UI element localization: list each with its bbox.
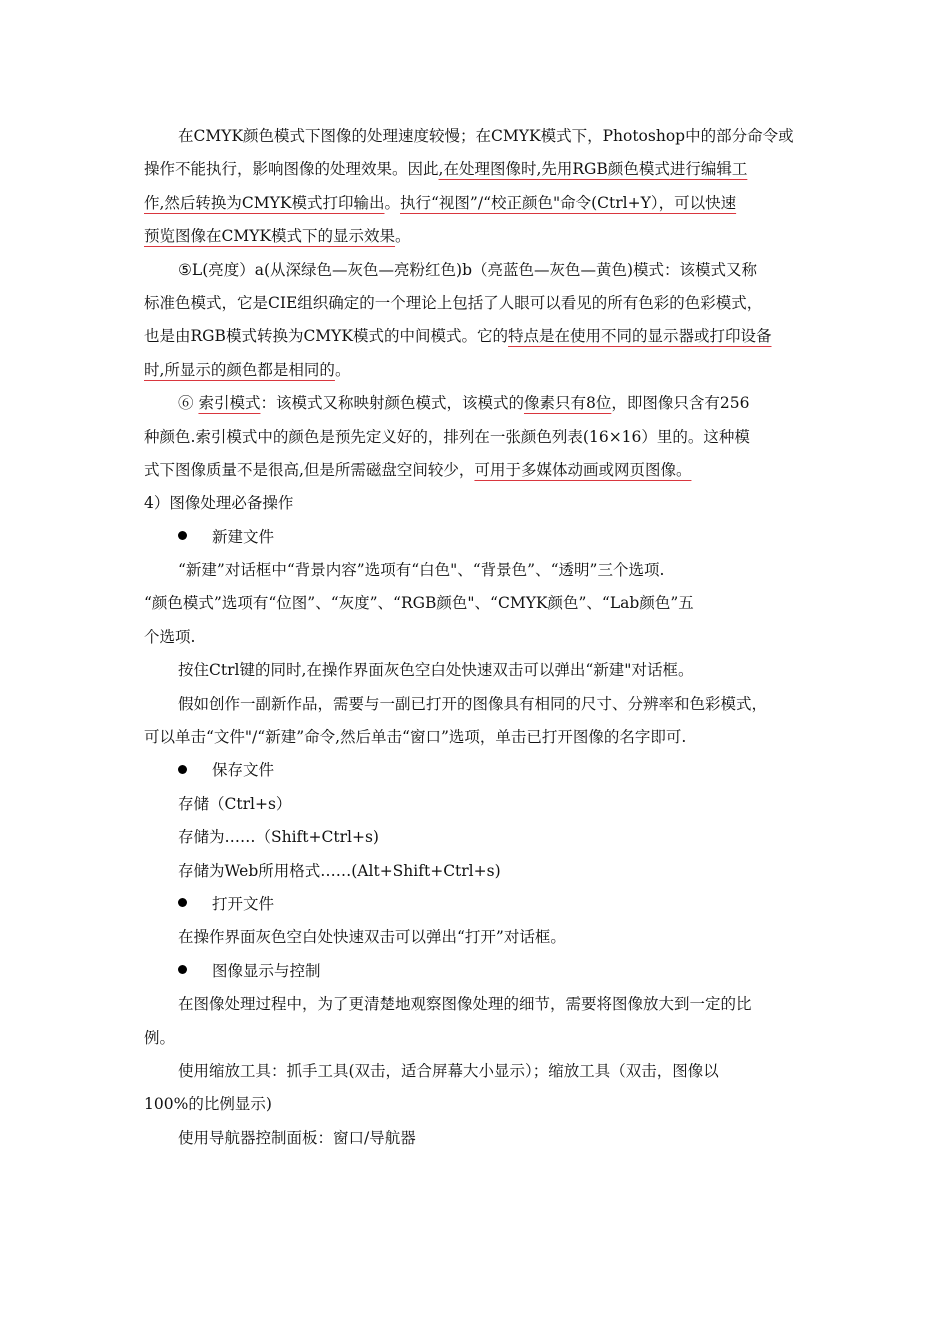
p3-line-1: ⑥ 索引模式：该模式又称映射颜色模式，该模式的像素只有8位，即图像只含有256	[178, 394, 750, 413]
p1-line-3: 作,然后转换为CMYK模式打印输出。执行“视图”/“校正颜色"命令(Ctrl+Y），可以快速	[144, 193, 737, 212]
p1-line-1: 在CMYK颜色模式下图像的处理速度较慢；在CMYK模式下，Photoshop中的部分命令或	[178, 127, 794, 145]
p2-line-2: 标准色模式，它是CIE组织确定的一个理论上包括了人眼可以看见的所有色彩的色彩模式，	[144, 293, 763, 312]
bullet-display: 图像显示与控制	[144, 955, 814, 988]
p-new-line-1: “新建”对话框中“背景内容”选项有“白色"、“背景色”、“透明”三个选项.	[178, 561, 665, 580]
p-nav: 使用导航器控制面板：窗口/导航器	[178, 1128, 416, 1147]
bullet-icon	[178, 898, 187, 907]
p1-line-2: 操作不能执行，影响图像的处理效果。因此,在处理图像时,先用RGB颜色模式进行编辑工	[144, 160, 748, 179]
section-heading: 4）图像处理必备操作	[144, 494, 294, 513]
p2-line-4: 时,所显示的颜色都是相同的。	[144, 360, 351, 379]
p-display-line-2: 例。	[144, 1028, 176, 1047]
p-same-line-1: 假如创作一副新作品，需要与一副已打开的图像具有相同的尺寸、分辨率和色彩模式，	[178, 694, 768, 713]
p3-line-3: 式下图像质量不是很高,但是所需磁盘空间较少，可用于多媒体动画或网页图像。	[144, 460, 692, 479]
bullet-icon	[178, 765, 187, 774]
save-line-2: 存储为……（Shift+Ctrl+s)	[178, 828, 379, 847]
p-same-line-2: 可以单击“文件"/“新建”命令,然后单击“窗口”选项，单击已打开图像的名字即可.	[144, 728, 687, 747]
bullet-open-file: 打开文件	[144, 888, 814, 921]
p2-line-3: 也是由RGB模式转换为CMYK模式的中间模式。它的特点是在使用不同的显示器或打印设备	[144, 327, 772, 346]
p-open: 在操作界面灰色空白处快速双击可以弹出“打开”对话框。	[178, 928, 566, 947]
p-display-line-1: 在图像处理过程中，为了更清楚地观察图像处理的细节，需要将图像放大到一定的比	[178, 995, 752, 1014]
p-new-line-3: 个选项.	[144, 627, 196, 646]
save-line-3: 存储为Web所用格式……(Alt+Shift+Ctrl+s)	[178, 861, 501, 880]
p2-line-1: ⑤L(亮度）a(从深绿色—灰色—亮粉红色)b（亮蓝色—灰色—黄色)模式：该模式又称	[178, 260, 758, 279]
p-zoom-line-1: 使用缩放工具：抓手工具(双击，适合屏幕大小显示）；缩放工具（双击，图像以	[178, 1061, 719, 1080]
save-line-1: 存储（Ctrl+s）	[178, 794, 292, 813]
p-new-line-2: “颜色模式”选项有“位图”、“灰度”、“RGB颜色"、“CMYK颜色”、“Lab颜色”五	[144, 594, 694, 613]
bullet-new-file: 新建文件	[144, 521, 814, 554]
bullet-save-file: 保存文件	[144, 754, 814, 787]
p1-line-4: 预览图像在CMYK模式下的显示效果。	[144, 227, 411, 246]
p-zoom-line-2: 100%的比例显示)	[144, 1095, 272, 1114]
bullet-icon	[178, 965, 187, 974]
bullet-icon	[178, 531, 187, 540]
p-ctrl: 按住Ctrl键的同时,在操作界面灰色空白处快速双击可以弹出“新建"对话框。	[178, 661, 694, 680]
p3-line-2: 种颜色.索引模式中的颜色是预先定义好的，排列在一张颜色列表(16×16）里的。这种模	[144, 427, 750, 446]
